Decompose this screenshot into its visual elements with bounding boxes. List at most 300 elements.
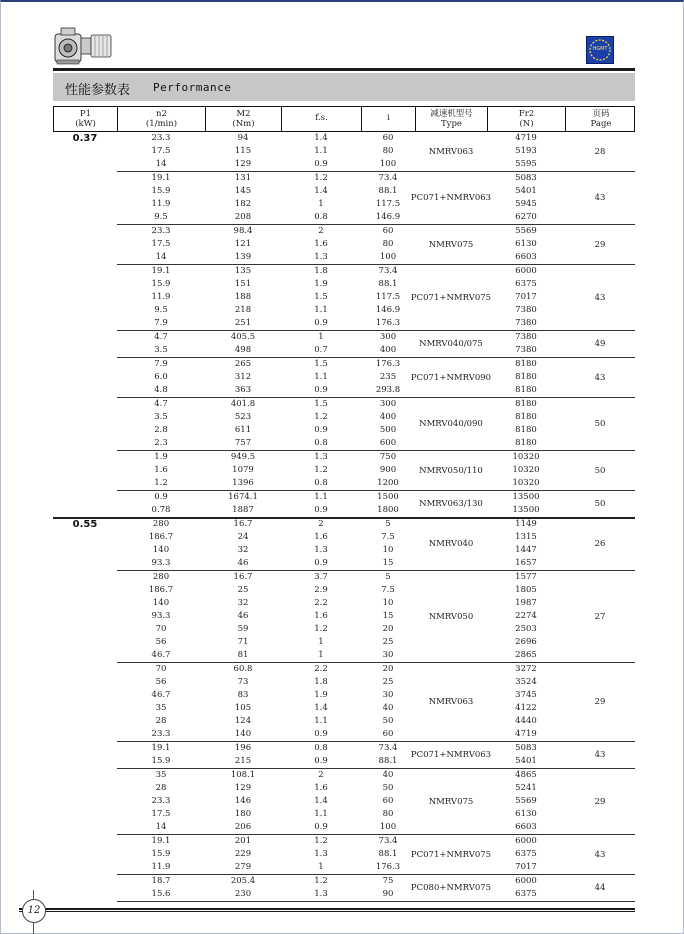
cell-fr2: 7380 bbox=[515, 332, 537, 342]
section-title-bar bbox=[53, 73, 635, 101]
power-value: 0.55 bbox=[72, 519, 98, 530]
cell-i: 400 bbox=[379, 412, 397, 422]
cell-i: 88.1 bbox=[378, 186, 398, 196]
cell-m2: 363 bbox=[234, 385, 252, 395]
cell-m2: 1079 bbox=[232, 465, 254, 475]
cell-fs: 0.8 bbox=[314, 438, 328, 448]
cell-m2: 25 bbox=[237, 585, 249, 595]
cell-m2: 498 bbox=[234, 345, 252, 355]
cell-i: 25 bbox=[382, 637, 394, 647]
cell-fr2: 1657 bbox=[515, 558, 537, 568]
cell-fs: 1.2 bbox=[314, 876, 328, 886]
cell-type: PC071+NMRV075 bbox=[410, 849, 492, 860]
model-group bbox=[117, 571, 635, 663]
cell-fr2: 8180 bbox=[515, 412, 537, 422]
cell-i: 88.1 bbox=[378, 849, 398, 859]
cell-fs: 1.8 bbox=[314, 266, 328, 276]
cell-fr2: 5595 bbox=[515, 159, 537, 169]
cell-m2: 230 bbox=[234, 889, 252, 899]
cell-fr2: 7017 bbox=[515, 292, 537, 302]
cell-type: PC080+NMRV075 bbox=[410, 883, 492, 893]
cell-i: 80 bbox=[382, 146, 394, 156]
cell-fs: 0.9 bbox=[314, 729, 328, 739]
cell-fr2: 8180 bbox=[515, 438, 537, 448]
cell-fr2: 10320 bbox=[512, 452, 540, 462]
header-type-label: 减速机型号 bbox=[430, 109, 473, 119]
cell-fs: 3.7 bbox=[314, 572, 328, 582]
cell-n2: 11.9 bbox=[151, 862, 171, 872]
cell-m2: 151 bbox=[234, 279, 252, 289]
cell-i: 400 bbox=[379, 345, 397, 355]
cell-fr2: 1149 bbox=[515, 519, 537, 529]
cell-type: PC071+NMRV090 bbox=[410, 372, 492, 383]
cell-n2: 15.9 bbox=[151, 279, 171, 289]
cell-m2: 124 bbox=[234, 716, 252, 726]
header-type-unit: Type bbox=[441, 119, 462, 129]
cell-n2: 4.7 bbox=[154, 332, 168, 342]
table-body bbox=[53, 132, 635, 902]
cell-n2: 14 bbox=[155, 252, 167, 262]
cell-m2: 129 bbox=[234, 159, 252, 169]
cell-n2: 19.1 bbox=[151, 266, 171, 276]
cell-fs: 1.6 bbox=[314, 532, 328, 542]
cell-fr2: 6000 bbox=[515, 836, 537, 846]
header-i bbox=[362, 107, 416, 131]
cell-n2: 280 bbox=[152, 572, 170, 582]
cell-i: 146.9 bbox=[375, 212, 401, 222]
cell-fr2: 10320 bbox=[512, 478, 540, 488]
cell-m2: 1396 bbox=[232, 478, 254, 488]
cell-n2: 1.2 bbox=[154, 478, 168, 488]
header-p1-unit: (kW) bbox=[75, 119, 96, 129]
cell-m2: 206 bbox=[234, 822, 252, 832]
cell-page: 50 bbox=[594, 465, 606, 476]
header-m2-label: M2 bbox=[236, 109, 251, 119]
cell-m2: 129 bbox=[234, 783, 252, 793]
cell-i: 20 bbox=[382, 664, 394, 674]
cell-i: 30 bbox=[382, 690, 394, 700]
cell-type: NMRV040 bbox=[428, 539, 474, 549]
model-group bbox=[117, 769, 635, 835]
cell-type: NMRV075 bbox=[428, 796, 474, 807]
cell-n2: 19.1 bbox=[151, 743, 171, 753]
cell-m2: 108.1 bbox=[230, 770, 256, 780]
power-section bbox=[53, 132, 635, 518]
cell-i: 100 bbox=[379, 159, 397, 169]
cell-m2: 140 bbox=[234, 729, 252, 739]
cell-fs: 1.4 bbox=[314, 186, 328, 196]
cell-fs: 0.8 bbox=[314, 743, 328, 753]
cell-m2: 94 bbox=[237, 133, 249, 143]
cell-fr2: 2865 bbox=[515, 650, 537, 660]
cell-n2: 46.7 bbox=[151, 690, 171, 700]
cell-fr2: 6130 bbox=[515, 239, 537, 249]
header-fr2-label: Fr2 bbox=[518, 109, 535, 119]
cell-m2: 949.5 bbox=[230, 452, 256, 462]
cell-m2: 131 bbox=[234, 173, 252, 183]
logo-text: HGMT bbox=[592, 46, 608, 52]
power-section bbox=[53, 518, 635, 902]
cell-fr2: 4122 bbox=[515, 703, 537, 713]
cell-fr2: 10320 bbox=[512, 465, 540, 475]
cell-fs: 0.9 bbox=[314, 425, 328, 435]
cell-i: 73.4 bbox=[378, 743, 398, 753]
cell-n2: 2.3 bbox=[154, 438, 168, 448]
cell-n2: 15.9 bbox=[151, 849, 171, 859]
cell-i: 176.3 bbox=[375, 862, 401, 872]
cell-fr2: 1315 bbox=[515, 532, 537, 542]
cell-i: 60 bbox=[382, 226, 394, 236]
cell-i: 50 bbox=[382, 783, 394, 793]
cell-fs: 1.8 bbox=[314, 677, 328, 687]
cell-fr2: 8180 bbox=[515, 385, 537, 395]
header-p1-label: P1 bbox=[79, 109, 92, 119]
cell-m2: 59 bbox=[237, 624, 249, 634]
model-group bbox=[117, 875, 635, 902]
cell-fs: 1.3 bbox=[314, 545, 328, 555]
cell-m2: 757 bbox=[234, 438, 252, 448]
model-group bbox=[117, 518, 635, 571]
cell-fs: 1.2 bbox=[314, 624, 328, 634]
cell-n2: 23.3 bbox=[151, 226, 171, 236]
header-n2-unit: (1/min) bbox=[145, 119, 178, 129]
header-m2 bbox=[206, 107, 282, 131]
cell-n2: 186.7 bbox=[148, 532, 174, 542]
page-number: 12 bbox=[22, 899, 46, 923]
cell-fr2: 4440 bbox=[515, 716, 537, 726]
cell-n2: 17.5 bbox=[151, 239, 171, 249]
cell-fr2: 8180 bbox=[515, 399, 537, 409]
cell-fs: 1.1 bbox=[314, 492, 328, 502]
page-title-en: Performance bbox=[153, 81, 232, 94]
cell-i: 500 bbox=[379, 425, 397, 435]
cell-i: 75 bbox=[382, 876, 394, 886]
cell-n2: 6.0 bbox=[154, 372, 168, 382]
cell-m2: 121 bbox=[234, 239, 252, 249]
header-page-label: 页码 bbox=[592, 109, 610, 119]
cell-fs: 1.1 bbox=[314, 809, 328, 819]
cell-fs: 2 bbox=[318, 519, 324, 529]
cell-n2: 35 bbox=[155, 703, 167, 713]
cell-n2: 11.9 bbox=[151, 292, 171, 302]
cell-i: 5 bbox=[385, 519, 391, 529]
cell-m2: 16.7 bbox=[233, 572, 253, 582]
cell-n2: 186.7 bbox=[148, 585, 174, 595]
cell-i: 235 bbox=[379, 372, 397, 382]
cell-fs: 1.6 bbox=[314, 783, 328, 793]
cell-i: 60 bbox=[382, 133, 394, 143]
cell-fs: 1.3 bbox=[314, 889, 328, 899]
cell-fs: 2 bbox=[318, 770, 324, 780]
cell-fr2: 3272 bbox=[515, 664, 537, 674]
cell-n2: 23.3 bbox=[151, 133, 171, 143]
cell-n2: 17.5 bbox=[151, 809, 171, 819]
cell-fr2: 5945 bbox=[515, 199, 537, 209]
cell-type: PC071+NMRV075 bbox=[410, 292, 492, 303]
cell-fr2: 2274 bbox=[515, 611, 537, 621]
cell-m2: 182 bbox=[234, 199, 252, 209]
cell-fs: 1.1 bbox=[314, 716, 328, 726]
cell-type: NMRV050 bbox=[428, 611, 474, 622]
cell-m2: 188 bbox=[234, 292, 252, 302]
cell-n2: 56 bbox=[155, 637, 167, 647]
cell-fs: 1.4 bbox=[314, 133, 328, 143]
cell-m2: 251 bbox=[234, 318, 252, 328]
cell-i: 60 bbox=[382, 796, 394, 806]
cell-fr2: 6375 bbox=[515, 849, 537, 859]
cell-m2: 46 bbox=[237, 558, 249, 568]
cell-i: 60 bbox=[382, 729, 394, 739]
cell-n2: 14 bbox=[155, 822, 167, 832]
cell-i: 80 bbox=[382, 809, 394, 819]
cell-fs: 0.9 bbox=[314, 505, 328, 515]
cell-m2: 205.4 bbox=[230, 876, 256, 886]
cell-fr2: 5083 bbox=[515, 173, 537, 183]
cell-m2: 83 bbox=[237, 690, 249, 700]
cell-n2: 0.9 bbox=[154, 492, 168, 502]
cell-i: 900 bbox=[379, 465, 397, 475]
cell-n2: 15.6 bbox=[151, 889, 171, 899]
cell-i: 1800 bbox=[377, 505, 399, 515]
cell-m2: 405.5 bbox=[230, 332, 256, 342]
cell-fr2: 4719 bbox=[515, 729, 537, 739]
cell-fs: 1.2 bbox=[314, 465, 328, 475]
title-divider bbox=[53, 68, 635, 71]
performance-table bbox=[53, 106, 635, 902]
cell-type: NMRV063 bbox=[428, 146, 474, 157]
cell-i: 40 bbox=[382, 703, 394, 713]
cell-m2: 523 bbox=[234, 412, 252, 422]
cell-fs: 1.1 bbox=[314, 146, 328, 156]
page-title-cn: 性能参数表 bbox=[65, 83, 131, 98]
cell-i: 88.1 bbox=[378, 279, 398, 289]
cell-n2: 1.6 bbox=[154, 465, 168, 475]
cell-i: 15 bbox=[382, 558, 394, 568]
cell-m2: 215 bbox=[234, 756, 252, 766]
cell-n2: 0.78 bbox=[151, 505, 171, 515]
model-group bbox=[117, 835, 635, 875]
cell-fs: 1.4 bbox=[314, 703, 328, 713]
cell-m2: 279 bbox=[234, 862, 252, 872]
cell-n2: 19.1 bbox=[151, 836, 171, 846]
cell-fr2: 7017 bbox=[515, 862, 537, 872]
cell-n2: 46.7 bbox=[151, 650, 171, 660]
cell-fs: 1.1 bbox=[314, 305, 328, 315]
cell-type: PC071+NMRV063 bbox=[410, 193, 492, 203]
cell-fs: 1 bbox=[318, 199, 324, 209]
cell-type: NMRV040/075 bbox=[419, 339, 483, 349]
cell-m2: 1674.1 bbox=[228, 492, 258, 502]
cell-n2: 28 bbox=[155, 783, 167, 793]
model-group bbox=[117, 172, 635, 225]
cell-page: 43 bbox=[594, 750, 606, 760]
cell-page: 43 bbox=[594, 193, 606, 203]
cell-fs: 0.8 bbox=[314, 478, 328, 488]
header-fr2 bbox=[488, 107, 566, 131]
cell-i: 73.4 bbox=[378, 836, 398, 846]
model-group bbox=[117, 663, 635, 742]
cell-fs: 1.5 bbox=[314, 399, 328, 409]
cell-fs: 1.6 bbox=[314, 611, 328, 621]
cell-i: 88.1 bbox=[378, 756, 398, 766]
cell-fr2: 6375 bbox=[515, 279, 537, 289]
model-group bbox=[117, 331, 635, 358]
cell-fs: 0.9 bbox=[314, 318, 328, 328]
cell-n2: 35 bbox=[155, 770, 167, 780]
cell-m2: 135 bbox=[234, 266, 252, 276]
cell-fr2: 6000 bbox=[515, 266, 537, 276]
cell-i: 73.4 bbox=[378, 173, 398, 183]
cell-fr2: 5569 bbox=[515, 796, 537, 806]
cell-m2: 46 bbox=[237, 611, 249, 621]
cell-n2: 9.5 bbox=[154, 305, 168, 315]
cell-type: NMRV040/090 bbox=[419, 419, 483, 429]
cell-fr2: 1447 bbox=[515, 545, 537, 555]
cell-type: NMRV063 bbox=[428, 697, 474, 707]
cell-i: 7.5 bbox=[381, 532, 395, 542]
cell-i: 20 bbox=[382, 624, 394, 634]
cell-page: 28 bbox=[594, 146, 606, 157]
cell-fs: 1 bbox=[318, 650, 324, 660]
cell-m2: 1887 bbox=[232, 505, 254, 515]
footer-divider bbox=[19, 908, 635, 910]
cell-fr2: 13500 bbox=[512, 492, 540, 502]
cell-n2: 70 bbox=[155, 624, 167, 634]
cell-fs: 1.9 bbox=[314, 690, 328, 700]
cell-fr2: 6270 bbox=[515, 212, 537, 222]
cell-m2: 24 bbox=[237, 532, 249, 542]
cell-page: 43 bbox=[594, 372, 606, 383]
model-group bbox=[117, 132, 635, 172]
cell-i: 50 bbox=[382, 716, 394, 726]
cell-fs: 1.3 bbox=[314, 452, 328, 462]
cell-fr2: 5569 bbox=[515, 226, 537, 236]
cell-i: 100 bbox=[379, 252, 397, 262]
cell-i: 117.5 bbox=[375, 292, 401, 302]
cell-page: 50 bbox=[594, 499, 606, 509]
cell-i: 73.4 bbox=[378, 266, 398, 276]
cell-fr2: 5401 bbox=[515, 186, 537, 196]
cell-fs: 2.9 bbox=[314, 585, 328, 595]
cell-n2: 140 bbox=[152, 545, 170, 555]
cell-m2: 196 bbox=[234, 743, 252, 753]
cell-n2: 28 bbox=[155, 716, 167, 726]
cell-fr2: 8180 bbox=[515, 425, 537, 435]
cell-n2: 7.9 bbox=[154, 359, 168, 369]
header-page bbox=[566, 107, 636, 131]
cell-fs: 0.9 bbox=[314, 822, 328, 832]
cell-i: 40 bbox=[382, 770, 394, 780]
cell-fr2: 8180 bbox=[515, 372, 537, 382]
cell-fs: 1.6 bbox=[314, 239, 328, 249]
cell-fs: 1 bbox=[318, 637, 324, 647]
header-n2-label: n2 bbox=[156, 109, 167, 119]
cell-page: 50 bbox=[594, 419, 606, 429]
cell-page: 29 bbox=[594, 697, 606, 707]
table-header bbox=[53, 106, 635, 132]
cell-page: 49 bbox=[594, 339, 606, 349]
power-value: 0.37 bbox=[72, 133, 98, 144]
header-type bbox=[416, 107, 488, 131]
model-group bbox=[117, 491, 635, 518]
cell-n2: 19.1 bbox=[151, 173, 171, 183]
cell-i: 176.3 bbox=[375, 359, 401, 369]
cell-fs: 1.2 bbox=[314, 412, 328, 422]
cell-m2: 98.4 bbox=[233, 226, 253, 236]
cell-fr2: 5193 bbox=[515, 146, 537, 156]
cell-fr2: 6000 bbox=[515, 876, 537, 886]
cell-n2: 15.9 bbox=[151, 186, 171, 196]
gearmotor-icon bbox=[53, 24, 113, 66]
cell-m2: 401.8 bbox=[230, 399, 256, 409]
header-i-label: i bbox=[387, 113, 390, 123]
cell-n2: 23.3 bbox=[151, 796, 171, 806]
cell-fr2: 7380 bbox=[515, 345, 537, 355]
cell-i: 30 bbox=[382, 650, 394, 660]
cell-m2: 16.7 bbox=[233, 519, 253, 529]
cell-i: 80 bbox=[382, 239, 394, 249]
cell-n2: 3.5 bbox=[154, 412, 168, 422]
cell-i: 600 bbox=[379, 438, 397, 448]
header-page-unit: Page bbox=[590, 119, 612, 129]
cell-fs: 2 bbox=[318, 226, 324, 236]
model-group bbox=[117, 398, 635, 451]
cell-n2: 14 bbox=[155, 159, 167, 169]
cell-i: 7.5 bbox=[381, 585, 395, 595]
cell-m2: 71 bbox=[237, 637, 249, 647]
cell-i: 1500 bbox=[377, 492, 399, 502]
cell-fs: 0.9 bbox=[314, 756, 328, 766]
cell-type: NMRV075 bbox=[428, 239, 474, 250]
header-fs-label: f.s. bbox=[315, 113, 328, 123]
cell-fs: 1 bbox=[318, 862, 324, 872]
cell-n2: 1.9 bbox=[154, 452, 168, 462]
cell-i: 5 bbox=[385, 572, 391, 582]
cell-fs: 1.9 bbox=[314, 279, 328, 289]
cell-fs: 1 bbox=[318, 332, 324, 342]
cell-i: 300 bbox=[379, 399, 397, 409]
cell-fr2: 1805 bbox=[515, 585, 537, 595]
cell-fr2: 2503 bbox=[515, 624, 537, 634]
cell-fs: 0.7 bbox=[314, 345, 328, 355]
cell-fr2: 6603 bbox=[515, 252, 537, 262]
cell-m2: 229 bbox=[234, 849, 252, 859]
cell-fr2: 4865 bbox=[515, 770, 537, 780]
cell-i: 300 bbox=[379, 332, 397, 342]
cell-n2: 7.9 bbox=[154, 318, 168, 328]
cell-n2: 3.5 bbox=[154, 345, 168, 355]
cell-m2: 312 bbox=[234, 372, 252, 382]
cell-i: 176.3 bbox=[375, 318, 401, 328]
cell-m2: 201 bbox=[234, 836, 252, 846]
cell-m2: 218 bbox=[234, 305, 252, 315]
cell-fs: 0.8 bbox=[314, 212, 328, 222]
model-group bbox=[117, 451, 635, 491]
model-group bbox=[117, 742, 635, 769]
cell-i: 293.8 bbox=[375, 385, 401, 395]
cell-fr2: 8180 bbox=[515, 359, 537, 369]
header-p1 bbox=[54, 107, 118, 131]
model-group bbox=[117, 225, 635, 265]
cell-page: 43 bbox=[594, 849, 606, 860]
cell-fr2: 1577 bbox=[515, 572, 537, 582]
header-n2 bbox=[118, 107, 206, 131]
cell-fr2: 7380 bbox=[515, 305, 537, 315]
cell-type: NMRV050/110 bbox=[419, 465, 483, 476]
cell-fs: 1.2 bbox=[314, 173, 328, 183]
cell-page: 29 bbox=[594, 239, 606, 250]
cell-i: 90 bbox=[382, 889, 394, 899]
